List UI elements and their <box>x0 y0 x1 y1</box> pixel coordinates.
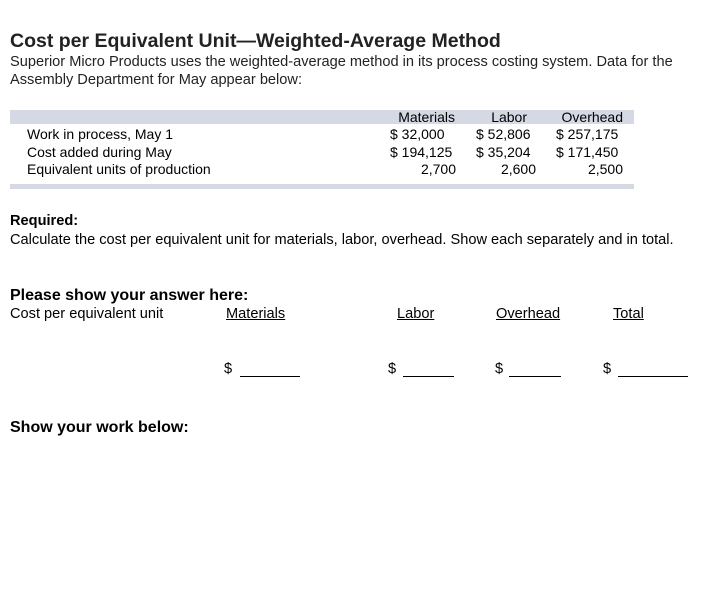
answer-heading: Please show your answer here: <box>10 287 249 304</box>
added-labor: $ 35,204 <box>476 144 531 160</box>
wip-materials: $ 32,000 <box>390 126 445 142</box>
row-label-equivalent-units: Equivalent units of production <box>27 161 211 177</box>
eu-materials: 2,700 <box>420 161 456 177</box>
labor-answer-blank[interactable] <box>403 376 454 377</box>
answer-row-label: Cost per equivalent unit <box>10 306 164 322</box>
overhead-answer-blank[interactable] <box>509 376 561 377</box>
answer-col-total: Total <box>613 306 644 322</box>
labor-currency: $ <box>388 361 397 377</box>
answer-col-materials: Materials <box>226 306 286 322</box>
eu-overhead: 2,500 <box>587 161 623 177</box>
materials-answer-blank[interactable] <box>240 376 300 377</box>
header-labor: Labor <box>491 109 527 125</box>
answer-col-overhead: Overhead <box>496 306 561 322</box>
row-label-wip: Work in process, May 1 <box>27 126 174 142</box>
work-heading: Show your work below: <box>10 419 189 436</box>
added-materials: $ 194,125 <box>390 144 453 160</box>
eu-labor: 2,600 <box>500 161 536 177</box>
table-footer-band <box>10 184 634 189</box>
header-overhead: Overhead <box>561 109 623 125</box>
row-label-cost-added: Cost added during May <box>27 144 172 160</box>
wip-overhead: $ 257,175 <box>556 126 619 142</box>
total-currency: $ <box>603 361 612 377</box>
required-text: Calculate the cost per equivalent unit for materials, labor, overhead. Show each separately and in total. <box>10 232 674 248</box>
answer-col-labor: Labor <box>397 306 435 322</box>
wip-labor: $ 52,806 <box>476 126 531 142</box>
overhead-currency: $ <box>495 361 504 377</box>
required-heading: Required: <box>10 213 79 229</box>
work-area[interactable] <box>10 445 700 585</box>
page-title: Cost per Equivalent Unit—Weighted-Average Method <box>10 30 501 52</box>
materials-currency: $ <box>224 361 233 377</box>
added-overhead: $ 171,450 <box>556 144 619 160</box>
intro-text: Superior Micro Products uses the weighted-average method in its process costing system. Data for the Assembly Department for May appear below: <box>10 54 673 88</box>
header-materials: Materials <box>398 109 455 125</box>
total-answer-blank[interactable] <box>618 376 688 377</box>
